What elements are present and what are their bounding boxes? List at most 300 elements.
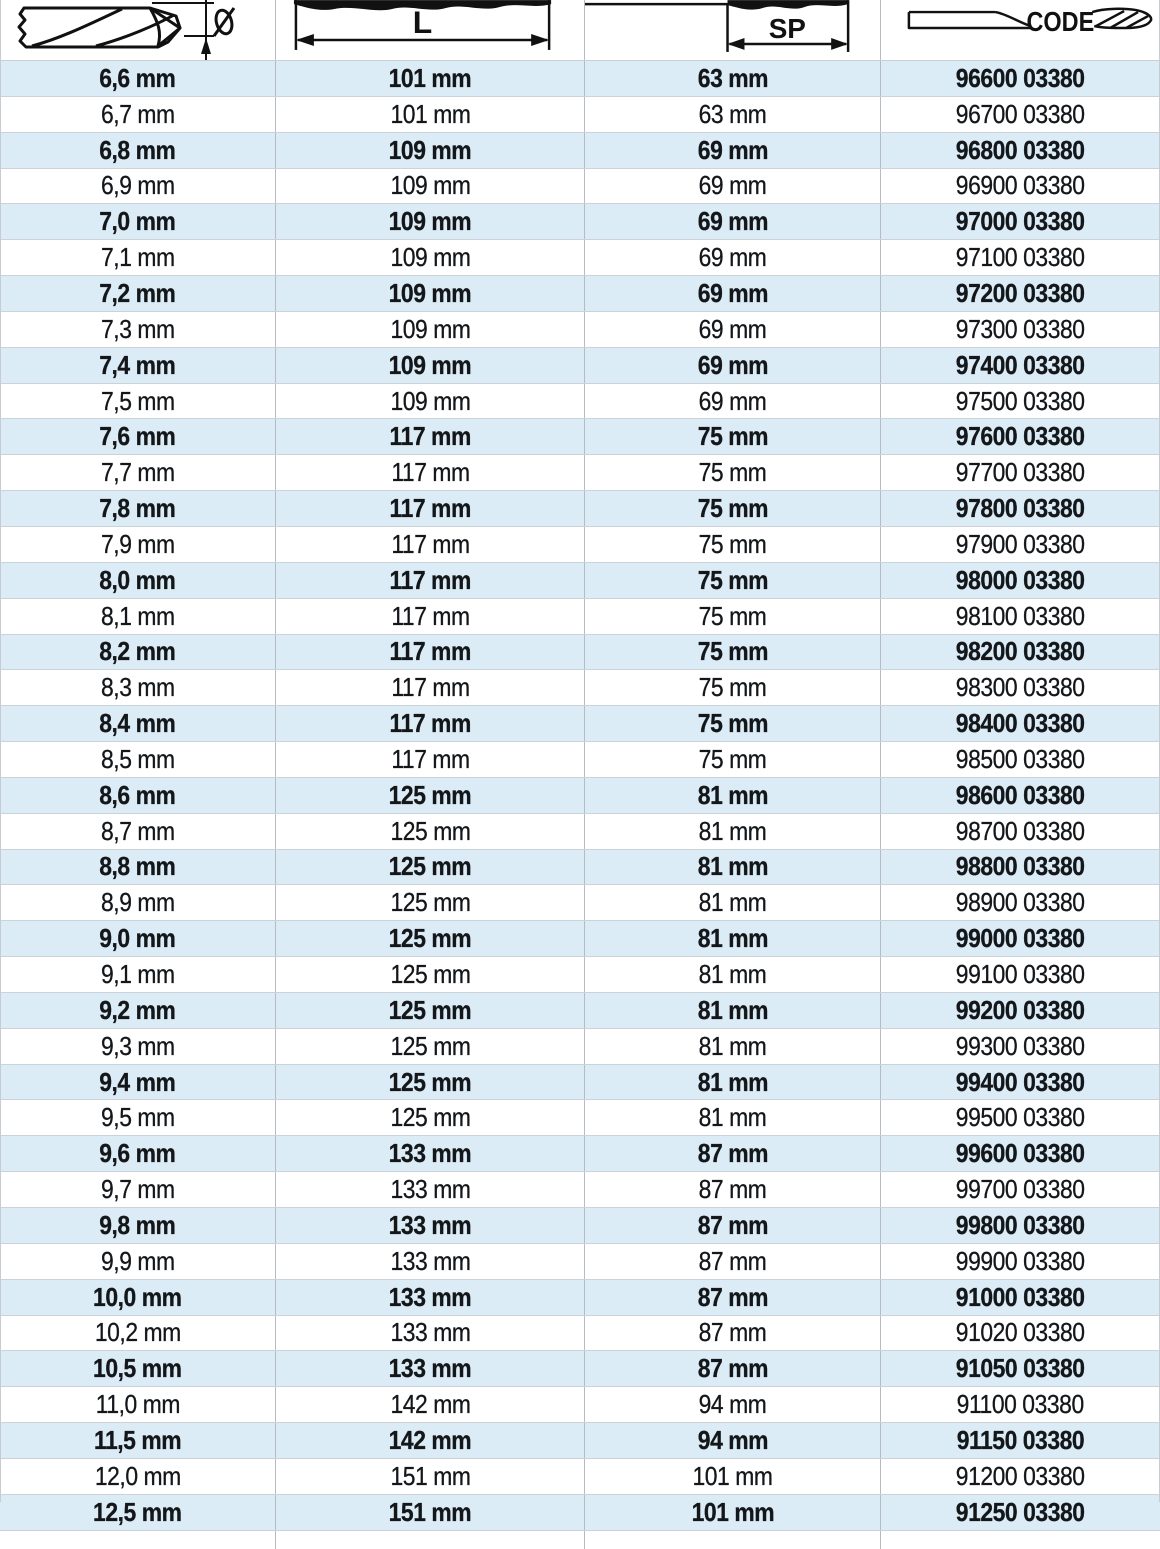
cell-code-value: 97700 03380 bbox=[956, 457, 1085, 488]
cell-spiral-value: 94 mm bbox=[698, 1389, 767, 1420]
cell-length bbox=[275, 1351, 584, 1386]
cell-diameter-value: 9,4 mm bbox=[99, 1066, 176, 1097]
cell-diameter bbox=[0, 97, 275, 132]
cell-length-value: 125 mm bbox=[389, 1030, 470, 1061]
cell-diameter bbox=[0, 1172, 275, 1207]
cell-diameter bbox=[0, 455, 275, 490]
cell-code-value: 96900 03380 bbox=[956, 170, 1085, 201]
table-row bbox=[0, 1207, 1160, 1243]
cell-code bbox=[880, 1387, 1160, 1422]
cell-code bbox=[880, 133, 1160, 168]
cell-code-value: 98800 03380 bbox=[956, 851, 1085, 882]
cell-spiral bbox=[584, 240, 880, 275]
table-row bbox=[0, 598, 1160, 634]
cell-code-value: 99100 03380 bbox=[956, 959, 1085, 990]
table-row bbox=[0, 884, 1160, 920]
cell-diameter bbox=[0, 599, 275, 634]
cell-length bbox=[275, 599, 584, 634]
cell-diameter bbox=[0, 850, 275, 885]
cell-spiral-value: 69 mm bbox=[698, 242, 767, 273]
cell-diameter bbox=[0, 1531, 275, 1549]
cell-length-value: 117 mm bbox=[389, 708, 471, 739]
cell-code bbox=[880, 1316, 1160, 1351]
cell-length-value: 109 mm bbox=[389, 313, 470, 344]
cell-code bbox=[880, 1351, 1160, 1386]
cell-diameter bbox=[0, 1459, 275, 1494]
cell-diameter-value: 7,0 mm bbox=[99, 206, 176, 237]
cell-code-value: 91050 03380 bbox=[956, 1353, 1085, 1384]
cell-spiral bbox=[584, 455, 880, 490]
cell-code bbox=[880, 599, 1160, 634]
cell-spiral-value: 75 mm bbox=[697, 421, 768, 452]
cell-spiral-value: 75 mm bbox=[697, 636, 768, 667]
cell-code-value: 91000 03380 bbox=[956, 1281, 1085, 1312]
cell-length-value: 125 mm bbox=[389, 815, 470, 846]
cell-length bbox=[275, 1244, 584, 1279]
cell-diameter bbox=[0, 312, 275, 347]
cell-diameter-value: 11,5 mm bbox=[93, 1424, 182, 1455]
table-row bbox=[0, 813, 1160, 849]
cell-spiral bbox=[584, 921, 880, 956]
cell-code-value: 97800 03380 bbox=[956, 493, 1085, 524]
cell-diameter-value: 7,4 mm bbox=[99, 349, 176, 380]
cell-diameter-value: 7,2 mm bbox=[99, 277, 176, 308]
cell-spiral bbox=[584, 993, 880, 1028]
cell-spiral bbox=[584, 133, 880, 168]
cell-spiral-value: 75 mm bbox=[697, 493, 768, 524]
cell-length bbox=[275, 133, 584, 168]
cell-code bbox=[880, 61, 1160, 96]
cell-code-value: 97300 03380 bbox=[956, 313, 1085, 344]
cell-length bbox=[275, 563, 584, 598]
table-row bbox=[0, 275, 1160, 311]
cell-spiral-value: 87 mm bbox=[697, 1209, 768, 1240]
cell-length-value: 133 mm bbox=[388, 1209, 472, 1240]
drill-code-diagram-icon bbox=[881, 0, 1160, 60]
table-row bbox=[0, 1135, 1160, 1171]
cell-spiral-value: 75 mm bbox=[697, 564, 768, 595]
drill-flute-length-diagram-icon bbox=[585, 0, 880, 60]
cell-spiral-value: 75 mm bbox=[697, 708, 768, 739]
cell-code bbox=[880, 1495, 1160, 1530]
cell-code bbox=[880, 312, 1160, 347]
cell-diameter-value: 7,1 mm bbox=[100, 242, 175, 273]
table-row bbox=[0, 61, 1160, 96]
cell-length-value: 133 mm bbox=[389, 1245, 470, 1276]
cell-length-value: 125 mm bbox=[388, 851, 472, 882]
cell-spiral bbox=[584, 1208, 880, 1243]
cell-code bbox=[880, 742, 1160, 777]
cell-length-value: 117 mm bbox=[390, 743, 470, 774]
cell-spiral bbox=[584, 635, 880, 670]
drill-flutes-silhouette bbox=[728, 0, 849, 9]
table-row-partial bbox=[0, 1530, 1160, 1549]
cell-code bbox=[880, 563, 1160, 598]
cell-diameter bbox=[0, 778, 275, 813]
cell-length bbox=[275, 204, 584, 239]
table-row bbox=[0, 168, 1160, 204]
table-row bbox=[0, 1099, 1160, 1135]
cell-spiral bbox=[584, 276, 880, 311]
cell-length bbox=[275, 1423, 584, 1458]
cell-code-value: 99800 03380 bbox=[956, 1209, 1085, 1240]
cell-length-value: 125 mm bbox=[389, 959, 470, 990]
table-row bbox=[0, 96, 1160, 132]
cell-diameter-value: 9,8 mm bbox=[99, 1209, 176, 1240]
cell-diameter-value: 8,8 mm bbox=[99, 851, 176, 882]
cell-diameter bbox=[0, 1065, 275, 1100]
table-row bbox=[0, 383, 1160, 419]
cell-diameter bbox=[0, 491, 275, 526]
cell-spiral-value: 87 mm bbox=[697, 1281, 768, 1312]
drill-tip-diameter-diagram-icon bbox=[0, 0, 275, 60]
cell-spiral bbox=[584, 1029, 880, 1064]
cell-spiral-value: 81 mm bbox=[698, 1102, 767, 1133]
cell-spiral bbox=[584, 491, 880, 526]
cell-spiral-value: 81 mm bbox=[697, 851, 768, 882]
cell-spiral-value: 81 mm bbox=[697, 1066, 768, 1097]
cell-length-value: 133 mm bbox=[389, 1174, 470, 1205]
table-row bbox=[0, 347, 1160, 383]
cell-spiral-value: 87 mm bbox=[697, 1353, 768, 1384]
cell-diameter-value: 12,5 mm bbox=[93, 1496, 182, 1527]
cell-length-value: 117 mm bbox=[389, 421, 471, 452]
cell-spiral bbox=[584, 1065, 880, 1100]
cell-spiral bbox=[584, 1244, 880, 1279]
cell-length-value: 101 mm bbox=[388, 62, 472, 93]
cell-length-value: 142 mm bbox=[388, 1424, 472, 1455]
table-row bbox=[0, 920, 1160, 956]
code-label: CODE bbox=[1026, 5, 1095, 37]
cell-length bbox=[275, 276, 584, 311]
cell-length bbox=[275, 240, 584, 275]
cell-length-value: 109 mm bbox=[389, 385, 470, 416]
cell-length-value: 117 mm bbox=[390, 672, 470, 703]
cell-code bbox=[880, 348, 1160, 383]
cell-spiral bbox=[584, 850, 880, 885]
cell-diameter bbox=[0, 1280, 275, 1315]
table-row bbox=[0, 849, 1160, 885]
cell-code-value: 99500 03380 bbox=[956, 1102, 1085, 1133]
cell-diameter bbox=[0, 1495, 275, 1530]
cell-length bbox=[275, 384, 584, 419]
cell-diameter-value: 10,0 mm bbox=[93, 1281, 182, 1312]
cell-length-value: 117 mm bbox=[389, 636, 471, 667]
cell-spiral bbox=[584, 1531, 880, 1549]
cell-diameter-value: 10,5 mm bbox=[93, 1353, 182, 1384]
cell-diameter-value: 9,2 mm bbox=[99, 994, 176, 1025]
cell-code bbox=[880, 850, 1160, 885]
table-row bbox=[0, 1458, 1160, 1494]
table-row bbox=[0, 634, 1160, 670]
cell-diameter-value: 7,9 mm bbox=[100, 528, 175, 559]
cell-diameter-value: 7,5 mm bbox=[100, 385, 175, 416]
table-row bbox=[0, 1028, 1160, 1064]
cell-diameter bbox=[0, 993, 275, 1028]
cell-diameter-value: 7,3 mm bbox=[100, 313, 175, 344]
cell-diameter-value: 9,5 mm bbox=[100, 1102, 175, 1133]
cell-code-value: 99700 03380 bbox=[956, 1174, 1085, 1205]
cell-diameter bbox=[0, 61, 275, 96]
cell-spiral-value: 63 mm bbox=[697, 62, 768, 93]
table-row bbox=[0, 777, 1160, 813]
cell-code-value: 99200 03380 bbox=[956, 994, 1085, 1025]
cell-length-value: 117 mm bbox=[390, 528, 470, 559]
cell-length-value: 125 mm bbox=[389, 1102, 470, 1133]
cell-diameter-value: 8,2 mm bbox=[99, 636, 176, 667]
cell-diameter-value: 11,0 mm bbox=[95, 1389, 180, 1420]
cell-diameter bbox=[0, 1136, 275, 1171]
cell-length bbox=[275, 97, 584, 132]
cell-spiral bbox=[584, 97, 880, 132]
cell-code-value: 91020 03380 bbox=[956, 1317, 1085, 1348]
cell-diameter-value: 8,6 mm bbox=[99, 779, 176, 810]
cell-length bbox=[275, 1029, 584, 1064]
cell-diameter-value: 10,2 mm bbox=[94, 1317, 181, 1348]
cell-diameter-value: 6,7 mm bbox=[100, 98, 175, 129]
cell-length-value: 142 mm bbox=[389, 1389, 470, 1420]
cell-length bbox=[275, 993, 584, 1028]
cell-spiral-value: 87 mm bbox=[698, 1317, 767, 1348]
cell-length-value: 125 mm bbox=[388, 1066, 472, 1097]
cell-spiral bbox=[584, 957, 880, 992]
cell-code-value: 98300 03380 bbox=[956, 672, 1085, 703]
cell-length-value: 109 mm bbox=[389, 242, 470, 273]
cell-diameter bbox=[0, 563, 275, 598]
cell-spiral-value: 69 mm bbox=[697, 134, 768, 165]
cell-diameter bbox=[0, 1244, 275, 1279]
cell-spiral-value: 69 mm bbox=[698, 170, 767, 201]
cell-code-value: 97900 03380 bbox=[956, 528, 1085, 559]
cell-length bbox=[275, 1531, 584, 1549]
table-row bbox=[0, 132, 1160, 168]
cell-spiral-value: 87 mm bbox=[697, 1138, 768, 1169]
cell-diameter bbox=[0, 527, 275, 562]
cell-spiral bbox=[584, 1351, 880, 1386]
cell-code-value: 97400 03380 bbox=[956, 349, 1085, 380]
cell-length-value: 101 mm bbox=[389, 98, 470, 129]
cell-spiral-value: 75 mm bbox=[698, 600, 767, 631]
cell-spiral bbox=[584, 527, 880, 562]
table-row bbox=[0, 239, 1160, 275]
cell-code bbox=[880, 1172, 1160, 1207]
cell-spiral-value: 69 mm bbox=[697, 349, 768, 380]
cell-code-value: 97100 03380 bbox=[956, 242, 1085, 273]
cell-code bbox=[880, 1100, 1160, 1135]
table-row bbox=[0, 526, 1160, 562]
dimension-arrow-up bbox=[201, 38, 211, 54]
cell-code-value: 91200 03380 bbox=[956, 1460, 1085, 1491]
cell-diameter-value: 8,4 mm bbox=[99, 708, 176, 739]
diameter-symbol bbox=[213, 8, 234, 36]
cell-code-value: 99300 03380 bbox=[956, 1030, 1085, 1061]
cell-length bbox=[275, 1172, 584, 1207]
cell-spiral bbox=[584, 814, 880, 849]
cell-code bbox=[880, 635, 1160, 670]
spec-table-body bbox=[0, 61, 1160, 1549]
cell-code bbox=[880, 885, 1160, 920]
cell-code-value: 96700 03380 bbox=[956, 98, 1085, 129]
cell-spiral-value: 101 mm bbox=[691, 1496, 774, 1527]
cell-length bbox=[275, 1065, 584, 1100]
table-row bbox=[0, 1494, 1160, 1530]
cell-code-value: 96600 03380 bbox=[956, 62, 1085, 93]
cell-diameter bbox=[0, 1029, 275, 1064]
table-row bbox=[0, 669, 1160, 705]
cell-spiral-value: 101 mm bbox=[692, 1460, 773, 1491]
cell-length-value: 151 mm bbox=[388, 1496, 472, 1527]
cell-spiral-value: 75 mm bbox=[698, 672, 767, 703]
cell-spiral-value: 75 mm bbox=[698, 528, 767, 559]
cell-diameter bbox=[0, 885, 275, 920]
cell-length-value: 133 mm bbox=[389, 1317, 470, 1348]
cell-code-value: 98600 03380 bbox=[956, 779, 1085, 810]
cell-code bbox=[880, 384, 1160, 419]
table-row bbox=[0, 1279, 1160, 1315]
cell-diameter-value: 7,7 mm bbox=[100, 457, 175, 488]
table-row bbox=[0, 1243, 1160, 1279]
cell-diameter bbox=[0, 1423, 275, 1458]
cell-length-value: 133 mm bbox=[388, 1281, 472, 1312]
cell-length-value: 133 mm bbox=[388, 1138, 472, 1169]
cell-diameter bbox=[0, 240, 275, 275]
cell-length bbox=[275, 1387, 584, 1422]
table-row bbox=[0, 1171, 1160, 1207]
cell-code-value: 97000 03380 bbox=[956, 206, 1085, 237]
cell-diameter-value: 9,1 mm bbox=[100, 959, 175, 990]
cell-spiral bbox=[584, 885, 880, 920]
cell-code-value: 91150 03380 bbox=[956, 1424, 1085, 1455]
cell-length bbox=[275, 670, 584, 705]
cell-spiral-value: 94 mm bbox=[697, 1424, 768, 1455]
cell-length bbox=[275, 491, 584, 526]
cell-diameter-value: 9,7 mm bbox=[100, 1174, 175, 1205]
cell-spiral bbox=[584, 1387, 880, 1422]
cell-length bbox=[275, 921, 584, 956]
cell-length bbox=[275, 1100, 584, 1135]
cell-code-value: 91250 03380 bbox=[956, 1496, 1085, 1527]
table-row bbox=[0, 311, 1160, 347]
cell-code bbox=[880, 527, 1160, 562]
table-row bbox=[0, 203, 1160, 239]
cell-code-value: 98400 03380 bbox=[956, 708, 1085, 739]
cell-code bbox=[880, 1029, 1160, 1064]
cell-code-value: 99600 03380 bbox=[956, 1138, 1085, 1169]
cell-spiral bbox=[584, 1136, 880, 1171]
cell-spiral-value: 81 mm bbox=[698, 1030, 767, 1061]
cell-length bbox=[275, 885, 584, 920]
cell-code-value: 98900 03380 bbox=[956, 887, 1085, 918]
cell-diameter-value: 9,9 mm bbox=[100, 1245, 175, 1276]
cell-diameter bbox=[0, 1351, 275, 1386]
cell-diameter bbox=[0, 348, 275, 383]
table-row bbox=[0, 454, 1160, 490]
cell-length bbox=[275, 1208, 584, 1243]
table-row bbox=[0, 562, 1160, 598]
table-row bbox=[0, 1422, 1160, 1458]
cell-spiral-value: 69 mm bbox=[698, 385, 767, 416]
table-row bbox=[0, 992, 1160, 1028]
cell-diameter-value: 6,8 mm bbox=[99, 134, 176, 165]
cell-length bbox=[275, 742, 584, 777]
cell-diameter bbox=[0, 169, 275, 204]
cell-spiral-value: 69 mm bbox=[697, 206, 768, 237]
cell-length bbox=[275, 527, 584, 562]
cell-diameter-value: 6,9 mm bbox=[100, 170, 175, 201]
cell-diameter-value: 8,3 mm bbox=[100, 672, 175, 703]
length-label: L bbox=[412, 3, 433, 40]
cell-length bbox=[275, 312, 584, 347]
cell-code bbox=[880, 1136, 1160, 1171]
cell-diameter-value: 8,1 mm bbox=[100, 600, 175, 631]
cell-code bbox=[880, 778, 1160, 813]
cell-length-value: 151 mm bbox=[389, 1460, 470, 1491]
cell-spiral-value: 81 mm bbox=[697, 779, 768, 810]
cell-code bbox=[880, 706, 1160, 741]
cell-spiral bbox=[584, 1172, 880, 1207]
cell-spiral-value: 69 mm bbox=[697, 277, 768, 308]
cell-spiral bbox=[584, 778, 880, 813]
cell-spiral-value: 81 mm bbox=[698, 959, 767, 990]
cell-code-value: 98000 03380 bbox=[956, 564, 1085, 595]
table-row bbox=[0, 1315, 1160, 1351]
cell-length-value: 125 mm bbox=[388, 923, 472, 954]
cell-diameter-value: 6,6 mm bbox=[99, 62, 176, 93]
cell-length bbox=[275, 850, 584, 885]
cell-length bbox=[275, 419, 584, 454]
table-row bbox=[0, 1350, 1160, 1386]
cell-diameter bbox=[0, 1100, 275, 1135]
cell-diameter bbox=[0, 204, 275, 239]
cell-code bbox=[880, 1280, 1160, 1315]
table-row bbox=[0, 956, 1160, 992]
cell-length bbox=[275, 1495, 584, 1530]
table-row bbox=[0, 741, 1160, 777]
cell-length-value: 125 mm bbox=[389, 887, 470, 918]
cell-code bbox=[880, 921, 1160, 956]
cell-length bbox=[275, 635, 584, 670]
cell-length bbox=[275, 61, 584, 96]
cell-code bbox=[880, 814, 1160, 849]
cell-code-value: 98100 03380 bbox=[956, 600, 1085, 631]
cell-length bbox=[275, 1459, 584, 1494]
cell-diameter bbox=[0, 384, 275, 419]
cell-diameter-value: 8,0 mm bbox=[99, 564, 176, 595]
cell-diameter bbox=[0, 419, 275, 454]
cell-length-value: 109 mm bbox=[388, 206, 472, 237]
cell-code bbox=[880, 1459, 1160, 1494]
cell-spiral bbox=[584, 61, 880, 96]
cell-spiral-value: 81 mm bbox=[697, 994, 768, 1025]
table-header bbox=[0, 0, 1160, 61]
column-header-length bbox=[275, 0, 584, 60]
cell-length-value: 125 mm bbox=[388, 779, 472, 810]
cell-length bbox=[275, 455, 584, 490]
cell-spiral bbox=[584, 204, 880, 239]
cell-spiral-value: 87 mm bbox=[698, 1174, 767, 1205]
cell-diameter bbox=[0, 276, 275, 311]
cell-code-value: 96800 03380 bbox=[956, 134, 1085, 165]
cell-spiral bbox=[584, 169, 880, 204]
cell-spiral-value: 63 mm bbox=[698, 98, 767, 129]
cell-diameter-value: 8,9 mm bbox=[100, 887, 175, 918]
cell-length-value: 133 mm bbox=[388, 1353, 472, 1384]
cell-length-value: 125 mm bbox=[388, 994, 472, 1025]
cell-diameter-value: 7,6 mm bbox=[99, 421, 176, 452]
cell-spiral-value: 81 mm bbox=[697, 923, 768, 954]
cell-diameter-value: 9,3 mm bbox=[100, 1030, 175, 1061]
cell-code bbox=[880, 276, 1160, 311]
